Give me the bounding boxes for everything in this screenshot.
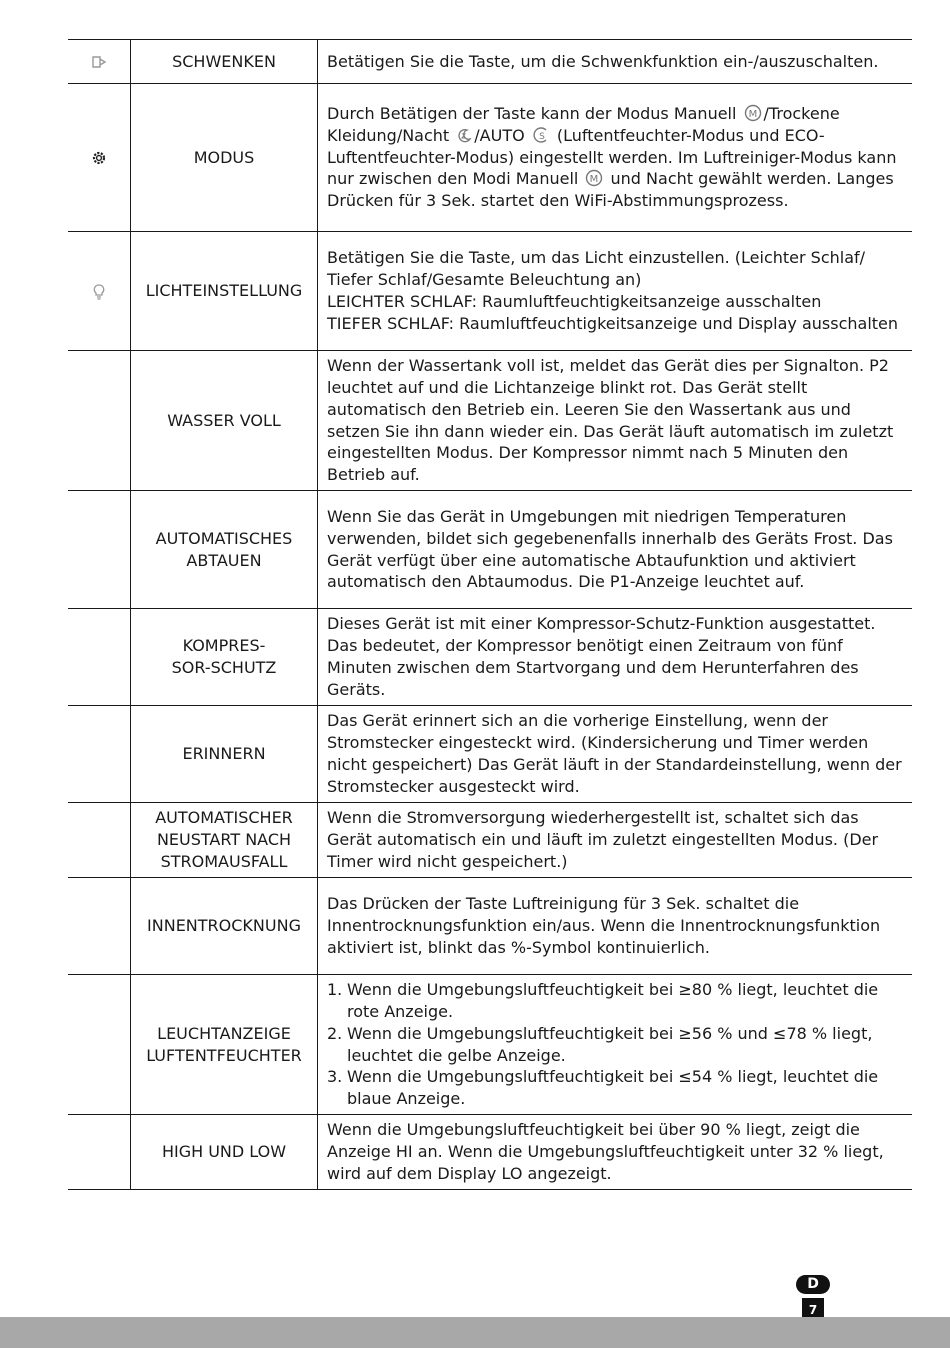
icon-cell bbox=[68, 878, 131, 975]
desc-part: und Nacht gewählt werden. Langes Drücken für 3 Sek. startet den WiFi-Abstimmungsprozess. bbox=[327, 169, 894, 211]
list-text: Wenn die Umgebungsluftfeuchtigkeit bei ≤54 % liegt, leuchtet die blaue Anzeige. bbox=[347, 1067, 879, 1109]
function-description: Das Gerät erinnert sich an die vorherige Einstellung, wenn der Stromstecker eingesteckt wird. (Kindersicherung und Timer werden nicht gespeichert) Das Gerät läuft in der Standardeinstellung, wenn der Stromstecker ausgesteckt wird. bbox=[327, 711, 902, 796]
function-name bbox=[131, 975, 318, 1115]
name-line: AUTOMATISCHES bbox=[155, 528, 293, 548]
desc-part: Durch Betätigen der Taste kann der Modus Manuell bbox=[327, 104, 742, 123]
desc-part: (Luftentfeuchter-Modus und ECO-Luftentfeuchter-Modus) eingestellt werden. Im Luftreiniger-Modus kann nur zwischen den Modi Manuell bbox=[327, 125, 897, 189]
language-badge: D bbox=[796, 1275, 830, 1294]
icon-cell bbox=[68, 1115, 131, 1190]
table-row bbox=[68, 351, 912, 491]
desc-part: /Trockene Kleidung/Nacht bbox=[327, 104, 840, 145]
desc-line: Betätigen Sie die Taste, um das Licht einzustellen. (Leichter Schlaf/ Tiefer Schlaf/Gesamte Beleuchtung an) bbox=[327, 248, 866, 290]
function-description: Betätigen Sie die Taste, um die Schwenkfunktion ein-/auszuschalten. bbox=[327, 51, 879, 71]
name-line: KOMPRES- bbox=[182, 636, 266, 656]
indicator-list bbox=[327, 979, 906, 1110]
icon-cell bbox=[68, 40, 131, 84]
list-number: 2. bbox=[327, 1023, 343, 1043]
function-name: HIGH UND LOW bbox=[131, 1115, 318, 1190]
desc-part: /AUTO bbox=[474, 125, 530, 145]
function-description: Wenn die Stromversorgung wiederhergestellt ist, schaltet sich das Gerät automatisch ein und läuft im zuletzt eingestellten Modus. (Der Timer wird nicht gespeichert.) bbox=[327, 808, 879, 871]
function-name: WASSER VOLL bbox=[131, 351, 318, 491]
manual-mode-letter: M bbox=[590, 174, 599, 186]
list-item bbox=[327, 1023, 906, 1067]
function-name bbox=[131, 609, 318, 706]
table-row bbox=[68, 491, 912, 609]
table-row bbox=[68, 609, 912, 706]
manual-mode-icon bbox=[744, 104, 762, 122]
function-description: Das Drücken der Taste Luftreinigung für 3 Sek. schaltet die Innentrocknungsfunktion ein/aus. Wenn die Innentrocknungsfunktion aktiviert ist, blinkt das %-Symbol kontinuierlich. bbox=[327, 894, 881, 957]
light-bulb-icon bbox=[93, 284, 105, 300]
name-line: STROMAUSFALL bbox=[160, 851, 288, 871]
list-number: 3. bbox=[327, 1067, 343, 1087]
night-mode-icon bbox=[456, 128, 472, 144]
icon-cell bbox=[68, 609, 131, 706]
table-row bbox=[68, 1115, 912, 1190]
table-row bbox=[68, 975, 912, 1115]
swing-icon bbox=[91, 55, 107, 69]
function-name: ERINNERN bbox=[131, 706, 318, 803]
function-name: MODUS bbox=[131, 84, 318, 232]
table-row bbox=[68, 803, 912, 878]
function-description: Wenn die Umgebungsluftfeuchtigkeit bei über 90 % liegt, zeigt die Anzeige HI an. Wenn die Umgebungsluftfeuchtigkeit unter 32 % liegt, wird auf dem Display LO angezeigt. bbox=[327, 1120, 884, 1183]
list-text: Wenn die Umgebungsluftfeuchtigkeit bei ≥80 % liegt, leuchtet die rote Anzeige. bbox=[347, 980, 879, 1021]
auto-mode-icon bbox=[532, 126, 550, 144]
function-description: Wenn der Wassertank voll ist, meldet das Gerät dies per Signalton. P2 leuchtet auf und die Lichtanzeige blinkt rot. Das Gerät stellt automatisch den Betrieb ein. Leeren Sie den Wassertank aus und setzen Sie ihn dann wieder ein. Das Gerät läuft automatisch im zuletzt eingestellten Modus. Der Kompressor nimmt nach 5 Minuten den Betrieb auf. bbox=[327, 356, 894, 485]
list-item bbox=[327, 979, 906, 1023]
icon-cell bbox=[68, 803, 131, 878]
auto-mode-letter: S bbox=[538, 131, 545, 142]
function-table bbox=[68, 39, 912, 1190]
name-line: AUTOMATISCHER bbox=[155, 808, 293, 828]
mode-gear-icon bbox=[91, 150, 107, 166]
icon-cell bbox=[68, 706, 131, 803]
manual-mode-icon bbox=[585, 169, 603, 187]
function-name: INNENTROCKNUNG bbox=[131, 878, 318, 975]
function-description bbox=[318, 84, 913, 232]
function-name: LICHTEINSTELLUNG bbox=[131, 232, 318, 351]
list-number: 1. bbox=[327, 980, 343, 1000]
name-line: LEUCHTANZEIGE bbox=[157, 1023, 291, 1043]
icon-cell bbox=[68, 232, 131, 351]
icon-cell bbox=[68, 975, 131, 1115]
name-line: ABTAUEN bbox=[186, 550, 262, 570]
footer-bar bbox=[0, 1317, 950, 1348]
function-description: Wenn Sie das Gerät in Umgebungen mit niedrigen Temperaturen verwenden, bildet sich gegebenenfalls innerhalb des Geräts Frost. Das Gerät verfügt über eine automatische Abtaufunktion und aktiviert automatisch den Abtaumodus. Die P1-Anzeige leuchtet auf. bbox=[327, 506, 893, 592]
table-row bbox=[68, 40, 912, 84]
table-row bbox=[68, 878, 912, 975]
function-name bbox=[131, 491, 318, 609]
manual-mode-letter: M bbox=[748, 109, 757, 120]
icon-cell bbox=[68, 351, 131, 491]
name-line: NEUSTART NACH bbox=[156, 830, 292, 850]
function-name bbox=[131, 803, 318, 878]
function-description bbox=[318, 975, 913, 1115]
list-item bbox=[327, 1066, 906, 1110]
page-number: 7 bbox=[808, 1303, 818, 1317]
function-name: SCHWENKEN bbox=[131, 40, 318, 84]
icon-cell bbox=[68, 84, 131, 232]
desc-line: LEICHTER SCHLAF: Raumluftfeuchtigkeitsanzeige ausschalten bbox=[327, 292, 822, 311]
function-description bbox=[318, 232, 913, 351]
name-line: LUFTENTFEUCHTER bbox=[146, 1045, 302, 1065]
table-row bbox=[68, 232, 912, 351]
name-line: SOR-SCHUTZ bbox=[171, 658, 277, 677]
list-text: Wenn die Umgebungsluftfeuchtigkeit bei ≥56 % und ≤78 % liegt, leuchtet die gelbe Anzeige. bbox=[347, 1023, 873, 1065]
table-row bbox=[68, 706, 912, 803]
desc-line: TIEFER SCHLAF: Raumluftfeuchtigkeitsanzeige und Display ausschalten bbox=[327, 313, 899, 333]
icon-cell bbox=[68, 491, 131, 609]
table-row bbox=[68, 84, 912, 232]
function-description: Dieses Gerät ist mit einer Kompressor-Schutz-Funktion ausgestattet. Das bedeutet, der Kompressor benötigt einen Zeitraum von fünf Minuten zwischen dem Startvorgang und dem Herunterfahren des Geräts. bbox=[327, 614, 876, 699]
